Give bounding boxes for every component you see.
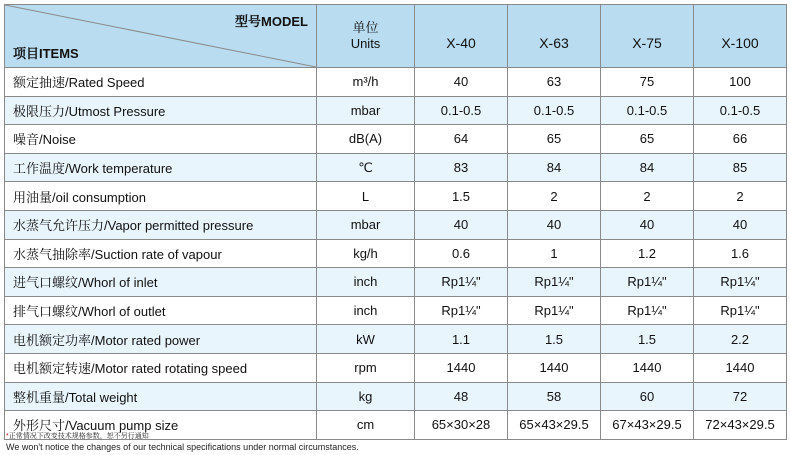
value-cell: 1440	[601, 353, 694, 382]
value-cell: Rp1¼"	[415, 296, 508, 325]
row-label: 极限压力/Utmost Pressure	[5, 96, 317, 125]
row-unit: ℃	[317, 153, 415, 182]
note-cn: 正常情况下改变技术规格参数，恕不另行通知	[8, 433, 149, 440]
row-unit: mbar	[317, 96, 415, 125]
value-cell: 1440	[508, 353, 601, 382]
row-unit: inch	[317, 296, 415, 325]
value-cell: 1.1	[415, 325, 508, 354]
value-cell: 0.1-0.5	[601, 96, 694, 125]
value-cell: 1	[508, 239, 601, 268]
table-row	[5, 96, 787, 125]
value-cell: Rp1¼"	[694, 296, 787, 325]
row-label: 排气口螺纹/Whorl of outlet	[5, 296, 317, 325]
value-cell: 85	[694, 153, 787, 182]
table-row	[5, 210, 787, 239]
value-cell: 65×30×28	[415, 411, 508, 440]
table-row	[5, 68, 787, 97]
model-header-x100: X-100	[694, 5, 787, 68]
value-cell: 40	[415, 210, 508, 239]
value-cell: 40	[601, 210, 694, 239]
value-cell: 63	[508, 68, 601, 97]
row-unit: inch	[317, 268, 415, 297]
value-cell: 40	[508, 210, 601, 239]
value-cell: Rp1¼"	[601, 268, 694, 297]
value-cell: Rp1¼"	[415, 268, 508, 297]
table-row	[5, 353, 787, 382]
table-row	[5, 268, 787, 297]
value-cell: 66	[694, 125, 787, 154]
row-label: 电机额定功率/Motor rated power	[5, 325, 317, 354]
row-unit: L	[317, 182, 415, 211]
row-label: 用油量/oil consumption	[5, 182, 317, 211]
value-cell: 64	[415, 125, 508, 154]
row-label: 整机重量/Total weight	[5, 382, 317, 411]
header-row	[5, 5, 787, 68]
row-unit: cm	[317, 411, 415, 440]
table-row	[5, 325, 787, 354]
table-row	[5, 382, 787, 411]
unit-label-en: Units	[350, 36, 381, 51]
value-cell: Rp1¼"	[694, 268, 787, 297]
row-unit: m³/h	[317, 68, 415, 97]
value-cell: 1440	[694, 353, 787, 382]
row-label: 水蒸气允许压力/Vapor permitted pressure	[5, 210, 317, 239]
table-row	[5, 153, 787, 182]
value-cell: 84	[508, 153, 601, 182]
row-label: 外形尺寸/Vacuum pump size	[5, 411, 317, 440]
value-cell: 1.2	[601, 239, 694, 268]
row-label: 工作温度/Work temperature	[5, 153, 317, 182]
value-cell: 2	[508, 182, 601, 211]
row-label: 进气口螺纹/Whorl of inlet	[5, 268, 317, 297]
value-cell: 40	[415, 68, 508, 97]
row-label: 水蒸气抽除率/Suction rate of vapour	[5, 239, 317, 268]
value-cell: 48	[415, 382, 508, 411]
spec-table	[4, 4, 787, 440]
model-label: 型号MODEL	[235, 14, 308, 29]
note-cn-line	[6, 432, 359, 442]
model-header-x40: X-40	[415, 5, 508, 68]
note-en: We won't notice the changes of our technical specifications under normal circumstances.	[6, 442, 359, 452]
spec-table-body	[5, 68, 787, 440]
value-cell: 1440	[415, 353, 508, 382]
value-cell: 83	[415, 153, 508, 182]
value-cell: 2.2	[694, 325, 787, 354]
value-cell: 1.5	[601, 325, 694, 354]
row-unit: dB(A)	[317, 125, 415, 154]
value-cell: 1.5	[415, 182, 508, 211]
value-cell: 1.6	[694, 239, 787, 268]
value-cell: 2	[601, 182, 694, 211]
row-unit: rpm	[317, 353, 415, 382]
value-cell: 67×43×29.5	[601, 411, 694, 440]
value-cell: Rp1¼"	[601, 296, 694, 325]
value-cell: 0.1-0.5	[415, 96, 508, 125]
corner-header-cell	[5, 5, 317, 68]
value-cell: Rp1¼"	[508, 268, 601, 297]
value-cell: 58	[508, 382, 601, 411]
items-label: 项目ITEMS	[13, 46, 79, 61]
note-star: *	[6, 433, 9, 440]
value-cell: 65	[601, 125, 694, 154]
unit-label-cn: 单位	[352, 20, 379, 35]
row-label: 噪音/Noise	[5, 125, 317, 154]
value-cell: 0.1-0.5	[508, 96, 601, 125]
value-cell: 84	[601, 153, 694, 182]
table-row	[5, 239, 787, 268]
footnotes	[6, 432, 359, 452]
model-header-x63: X-63	[508, 5, 601, 68]
row-label: 电机额定转速/Motor rated rotating speed	[5, 353, 317, 382]
value-cell: 2	[694, 182, 787, 211]
row-unit: kg	[317, 382, 415, 411]
unit-header-cell	[317, 5, 415, 68]
value-cell: 60	[601, 382, 694, 411]
value-cell: 1.5	[508, 325, 601, 354]
value-cell: 100	[694, 68, 787, 97]
value-cell: 65	[508, 125, 601, 154]
model-header-x75: X-75	[601, 5, 694, 68]
table-row	[5, 125, 787, 154]
table-row	[5, 182, 787, 211]
value-cell: 40	[694, 210, 787, 239]
value-cell: 0.1-0.5	[694, 96, 787, 125]
row-unit: kW	[317, 325, 415, 354]
value-cell: 72×43×29.5	[694, 411, 787, 440]
table-row	[5, 296, 787, 325]
row-label: 额定抽速/Rated Speed	[5, 68, 317, 97]
value-cell: 65×43×29.5	[508, 411, 601, 440]
value-cell: 72	[694, 382, 787, 411]
value-cell: 75	[601, 68, 694, 97]
value-cell: Rp1¼"	[508, 296, 601, 325]
value-cell: 0.6	[415, 239, 508, 268]
row-unit: mbar	[317, 210, 415, 239]
row-unit: kg/h	[317, 239, 415, 268]
